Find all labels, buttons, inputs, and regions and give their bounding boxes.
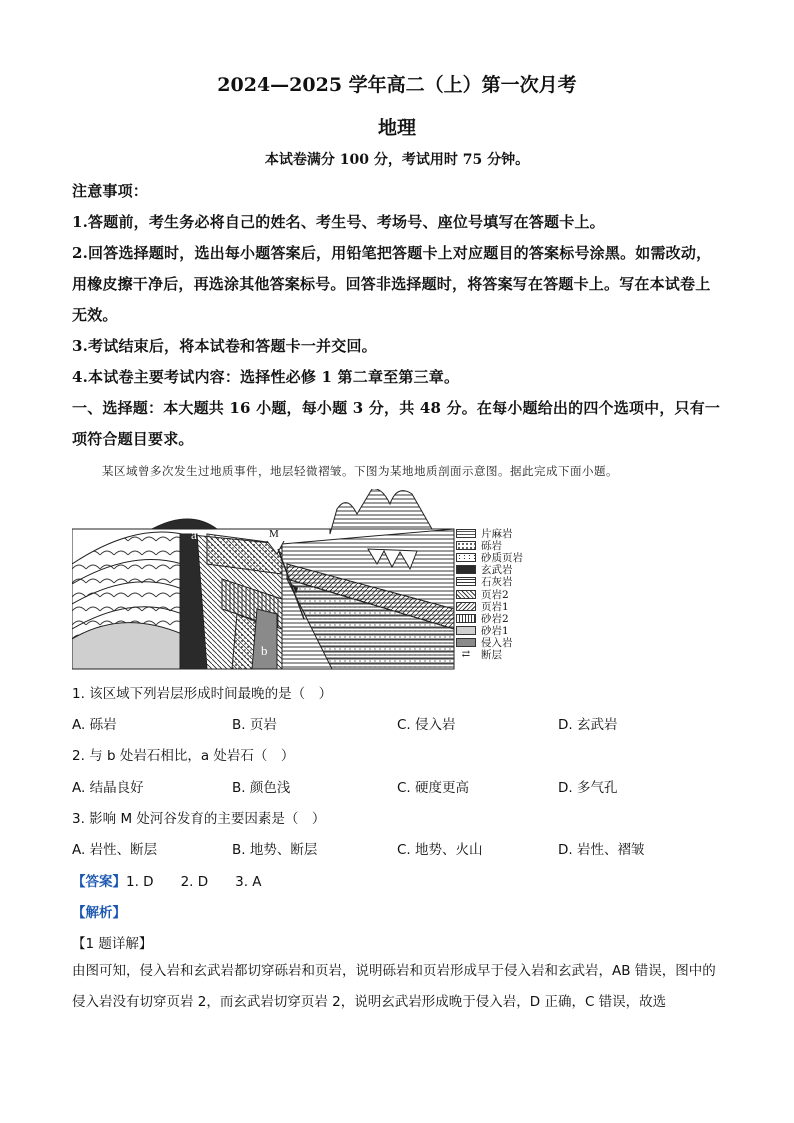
intrusive-fill-icon <box>456 638 476 647</box>
label-a: a <box>191 527 197 542</box>
notes-block <box>72 176 722 455</box>
fault-arrows-icon: ⇄ <box>461 649 471 661</box>
shale2-pattern-icon <box>456 590 476 599</box>
option-d[interactable]: D. 玄武岩 <box>558 717 618 733</box>
option-c[interactable]: C. 侵入岩 <box>397 717 456 733</box>
legend-item: 石灰岩 <box>456 576 546 588</box>
analysis-line <box>72 901 126 921</box>
section-intro: 某区域曾多次发生过地质事件，地层轻微褶皱。下图为某地地质剖面示意图。据此完成下面小题。 <box>102 464 618 478</box>
exam-title: 2024—2025 学年高二（上）第一次月考 <box>217 74 577 96</box>
question-1-stem: 1. 该区域下列岩层形成时间最晚的是（ ） <box>72 686 333 702</box>
option-a[interactable]: A. 砾岩 <box>72 717 117 733</box>
option-a[interactable]: A. 结晶良好 <box>72 780 144 796</box>
option-c[interactable]: C. 地势、火山 <box>397 842 483 858</box>
legend-item: 玄武岩 <box>456 564 546 576</box>
answer-text: 1. D 2. D 3. A <box>126 874 262 890</box>
option-c[interactable]: C. 硬度更高 <box>397 780 470 796</box>
option-d[interactable]: D. 岩性、褶皱 <box>558 842 645 858</box>
label-b: b <box>261 643 268 658</box>
subject-title: 地理 <box>377 117 416 139</box>
detail-text: 由图可知，侵入岩和玄武岩都切穿砾岩和页岩，说明砾岩和页岩形成早于侵入岩和玄武岩，AB 错误，图中的侵入岩没有切穿页岩 2，而玄武岩切穿页岩 2，说明玄武岩形成晚于侵入岩，D 正确，C 错误，故选 <box>72 963 716 1010</box>
conglomerate-pattern-icon <box>456 541 476 550</box>
note-item: 4.本试卷主要考试内容：选择性必修 1 第二章至第三章。 <box>72 368 460 386</box>
option-d[interactable]: D. 多气孔 <box>558 780 618 796</box>
option-b[interactable]: B. 颜色浅 <box>232 780 291 796</box>
detail-heading: 【1 题详解】 <box>72 936 153 952</box>
legend-item: ⇄ 断层 <box>456 649 546 661</box>
legend-item: 砂质页岩 <box>456 551 546 563</box>
legend-item: 砂岩2 <box>456 612 546 624</box>
legend-item: 页岩2 <box>456 588 546 600</box>
option-b[interactable]: B. 地势、断层 <box>232 842 318 858</box>
legend-item: 砾岩 <box>456 539 546 551</box>
figure-legend <box>456 527 546 661</box>
sandstone2-pattern-icon <box>456 614 476 623</box>
sandstone1-fill-icon <box>456 626 476 635</box>
limestone-pattern-icon <box>456 577 476 586</box>
option-b[interactable]: B. 页岩 <box>232 717 277 733</box>
answer-tag: 【答案】 <box>72 874 126 890</box>
legend-item: 片麻岩 <box>456 527 546 539</box>
shale1-pattern-icon <box>456 602 476 611</box>
option-a[interactable]: A. 岩性、断层 <box>72 842 158 858</box>
note-item: 1.答题前，考生务必将自己的姓名、考生号、考场号、座位号填写在答题卡上。 <box>72 213 605 231</box>
legend-item: 页岩1 <box>456 600 546 612</box>
question-3-stem: 3. 影响 M 处河谷发育的主要因素是（ ） <box>72 811 326 827</box>
gneiss-pattern-icon <box>456 529 476 538</box>
legend-item: 砂岩1 <box>456 625 546 637</box>
section-heading: 一、选择题：本大题共 16 小题，每小题 3 分，共 48 分。在每小题给出的四个选项中，只有一项符合题目要求。 <box>72 399 721 448</box>
legend-item: 侵入岩 <box>456 637 546 649</box>
answer-line <box>72 870 262 890</box>
analysis-tag: 【解析】 <box>72 905 126 921</box>
note-item: 3.考试结束后，将本试卷和答题卡一并交回。 <box>72 337 377 355</box>
score-line: 本试卷满分 100 分，考试用时 75 分钟。 <box>264 152 530 168</box>
note-item: 2.回答选择题时，选出每小题答案后，用铅笔把答题卡上对应题目的答案标号涂黑。如需改动，用橡皮擦干净后，再选涂其他答案标号。回答非选择题时，将答案写在答题卡上。写在本试卷上无效。 <box>72 244 712 324</box>
notes-heading: 注意事项： <box>72 182 149 200</box>
basalt-fill-icon <box>456 565 476 574</box>
sandy-shale-pattern-icon <box>456 553 476 562</box>
label-m: M <box>269 528 279 540</box>
question-2-stem: 2. 与 b 处岩石相比，a 处岩石（ ） <box>72 748 295 764</box>
